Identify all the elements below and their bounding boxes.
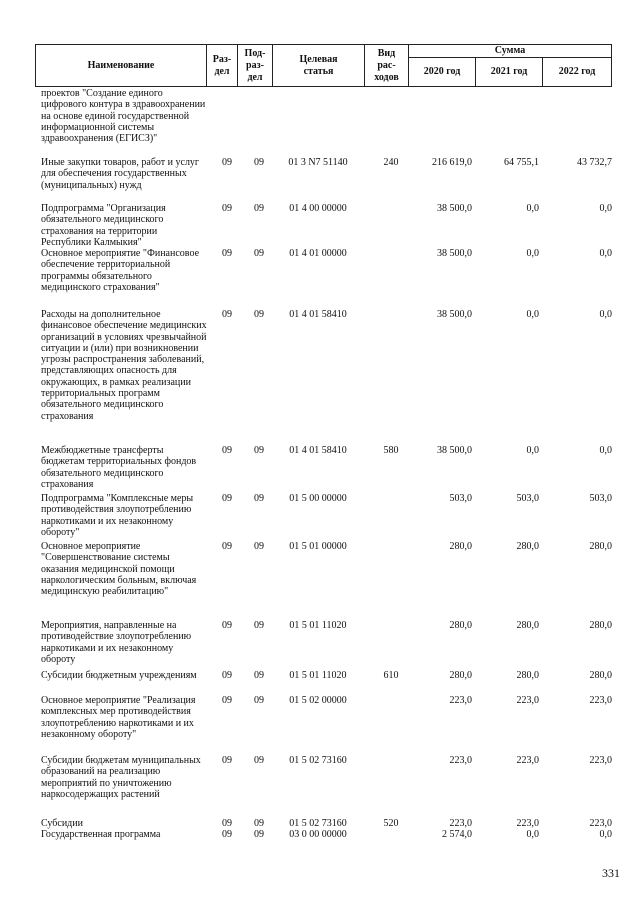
table-body: [0, 88, 640, 841]
table-header: [35, 44, 612, 87]
row-celevaya: 01 5 02 00000: [289, 695, 347, 706]
table-row: [0, 541, 640, 620]
row-razdel: 09: [222, 248, 232, 259]
row-sum-2022: 0,0: [599, 829, 612, 840]
row-podrazdel: 09: [254, 309, 264, 320]
row-razdel: 09: [222, 818, 232, 829]
row-name: Мероприятия, направленные на противодействие злоупотреблению наркотиками и их незаконному обороту: [41, 620, 192, 665]
row-sum-2021: 223,0: [516, 818, 539, 829]
row-sum-2022: 280,0: [589, 541, 612, 552]
row-vid: 610: [383, 670, 399, 681]
table-row: [0, 157, 640, 203]
row-razdel: 09: [222, 493, 232, 504]
row-sum-2020: 280,0: [449, 670, 472, 681]
header-name: Наименование: [87, 59, 155, 71]
header-summa: Сумма: [494, 45, 526, 56]
row-celevaya: 01 4 01 58410: [289, 445, 347, 456]
row-sum-2022: 503,0: [589, 493, 612, 504]
row-razdel: 09: [222, 309, 232, 320]
table-row: [0, 829, 640, 841]
row-razdel: 09: [222, 620, 232, 631]
table-row: [0, 818, 640, 829]
row-sum-2021: 0,0: [526, 309, 539, 320]
row-sum-2020: 503,0: [449, 493, 472, 504]
row-name: Иные закупки товаров, работ и услуг для обеспечения государственных (муниципальных) нужд: [41, 157, 200, 191]
table-row: [0, 309, 640, 445]
row-celevaya: 01 3 N7 51140: [288, 157, 348, 168]
row-razdel: 09: [222, 670, 232, 681]
row-name: Межбюджетные трансферты бюджетам территориальных фондов обязательного медицинского страхования: [41, 445, 197, 490]
page-number: 331: [602, 866, 620, 880]
row-sum-2021: 0,0: [526, 445, 539, 456]
table-row: [0, 445, 640, 493]
row-celevaya: 01 5 01 00000: [289, 541, 347, 552]
row-name: Основное мероприятие "Совершенствование системы оказания медицинской помощи наркологическим больным, включая медицинскую реабилитацию": [41, 541, 197, 598]
row-razdel: 09: [222, 829, 232, 840]
row-sum-2020: 38 500,0: [437, 203, 472, 214]
row-sum-2020: 280,0: [449, 620, 472, 631]
row-podrazdel: 09: [254, 493, 264, 504]
row-sum-2022: 223,0: [589, 695, 612, 706]
row-sum-2021: 280,0: [516, 620, 539, 631]
row-name: Основное мероприятие "Реализация комплексных мер противодействия злоупотреблению наркотиками и их незаконному обороту": [41, 695, 196, 740]
row-celevaya: 01 5 01 11020: [289, 620, 347, 631]
row-razdel: 09: [222, 203, 232, 214]
row-name: Субсидии бюджетным учреждениям: [41, 670, 197, 681]
row-sum-2020: 216 619,0: [432, 157, 472, 168]
header-2021: 2021 год: [490, 66, 528, 77]
row-sum-2022: 280,0: [589, 620, 612, 631]
row-podrazdel: 09: [254, 203, 264, 214]
row-celevaya: 01 4 00 00000: [289, 203, 347, 214]
row-vid: 240: [383, 157, 399, 168]
row-podrazdel: 09: [254, 818, 264, 829]
row-sum-2022: 43 732,7: [577, 157, 612, 168]
table-row: [0, 670, 640, 695]
header-razdel: Раз- дел: [212, 53, 232, 77]
row-celevaya: 01 5 02 73160: [289, 818, 347, 829]
row-podrazdel: 09: [254, 620, 264, 631]
row-sum-2022: 0,0: [599, 203, 612, 214]
table-row: [0, 755, 640, 818]
row-sum-2021: 64 755,1: [504, 157, 539, 168]
row-celevaya: 03 0 00 00000: [289, 829, 347, 840]
table-row: [0, 203, 640, 248]
row-name: Расходы на дополнительное финансовое обеспечение медицинских организаций в условиях чрезвычайной ситуации и (или) при возникновении угрозы распространения заболеваний, представляющих опасность для окружающих, в рамках реализации территориальных программ обязательного медицинского страхования: [41, 309, 207, 422]
row-sum-2022: 0,0: [599, 309, 612, 320]
row-sum-2021: 223,0: [516, 755, 539, 766]
row-celevaya: 01 4 01 58410: [289, 309, 347, 320]
row-sum-2021: 503,0: [516, 493, 539, 504]
row-podrazdel: 09: [254, 829, 264, 840]
row-celevaya: 01 5 00 00000: [289, 493, 347, 504]
row-sum-2020: 223,0: [449, 818, 472, 829]
row-sum-2022: 0,0: [599, 445, 612, 456]
header-2020: 2020 год: [423, 66, 461, 77]
row-vid: 580: [383, 445, 399, 456]
row-vid: 520: [383, 818, 399, 829]
table-row: [0, 620, 640, 670]
row-name: проектов "Создание единого цифрового контура в здравоохранении на основе единой государственной информационной системы здравоохранения (ЕГИСЗ)": [41, 88, 206, 145]
row-name: Основное мероприятие "Финансовое обеспечение территориальной программы обязательного медицинского страхования": [41, 248, 200, 293]
row-razdel: 09: [222, 695, 232, 706]
table-row: [0, 248, 640, 309]
table-row: [0, 493, 640, 541]
row-podrazdel: 09: [254, 755, 264, 766]
row-sum-2020: 38 500,0: [437, 248, 472, 259]
row-podrazdel: 09: [254, 445, 264, 456]
table-row: [0, 88, 640, 157]
row-sum-2021: 280,0: [516, 670, 539, 681]
row-sum-2021: 280,0: [516, 541, 539, 552]
row-sum-2020: 223,0: [449, 695, 472, 706]
row-sum-2022: 223,0: [589, 818, 612, 829]
row-sum-2020: 280,0: [449, 541, 472, 552]
row-podrazdel: 09: [254, 695, 264, 706]
row-sum-2020: 223,0: [449, 755, 472, 766]
header-podrazdel: Под- раз- дел: [244, 47, 266, 83]
row-name: Субсидии бюджетам муниципальных образований на реализацию мероприятий по уничтожению наркосодержащих растений: [41, 755, 201, 800]
row-sum-2021: 223,0: [516, 695, 539, 706]
row-celevaya: 01 5 01 11020: [289, 670, 347, 681]
header-vid: Вид рас- ходов: [374, 47, 399, 83]
header-2022: 2022 год: [558, 66, 596, 77]
row-razdel: 09: [222, 755, 232, 766]
row-sum-2021: 0,0: [526, 248, 539, 259]
row-podrazdel: 09: [254, 248, 264, 259]
row-celevaya: 01 5 02 73160: [289, 755, 347, 766]
row-name: Государственная программа: [41, 829, 161, 840]
row-sum-2022: 223,0: [589, 755, 612, 766]
row-podrazdel: 09: [254, 157, 264, 168]
row-sum-2022: 0,0: [599, 248, 612, 259]
row-sum-2021: 0,0: [526, 829, 539, 840]
row-sum-2022: 280,0: [589, 670, 612, 681]
row-podrazdel: 09: [254, 541, 264, 552]
row-sum-2020: 38 500,0: [437, 445, 472, 456]
row-name: Субсидии: [41, 818, 83, 829]
row-name: Подпрограмма "Комплексные меры противодействия злоупотреблению наркотиками и их незаконному обороту": [41, 493, 194, 538]
row-razdel: 09: [222, 157, 232, 168]
row-sum-2020: 38 500,0: [437, 309, 472, 320]
row-podrazdel: 09: [254, 670, 264, 681]
header-celevaya: Целевая статья: [299, 53, 338, 77]
row-name: Подпрограмма "Организация обязательного медицинского страхования на территории Республики Калмыкия": [41, 203, 166, 248]
table-row: [0, 695, 640, 755]
row-celevaya: 01 4 01 00000: [289, 248, 347, 259]
row-razdel: 09: [222, 445, 232, 456]
row-sum-2021: 0,0: [526, 203, 539, 214]
row-razdel: 09: [222, 541, 232, 552]
row-sum-2020: 2 574,0: [442, 829, 472, 840]
